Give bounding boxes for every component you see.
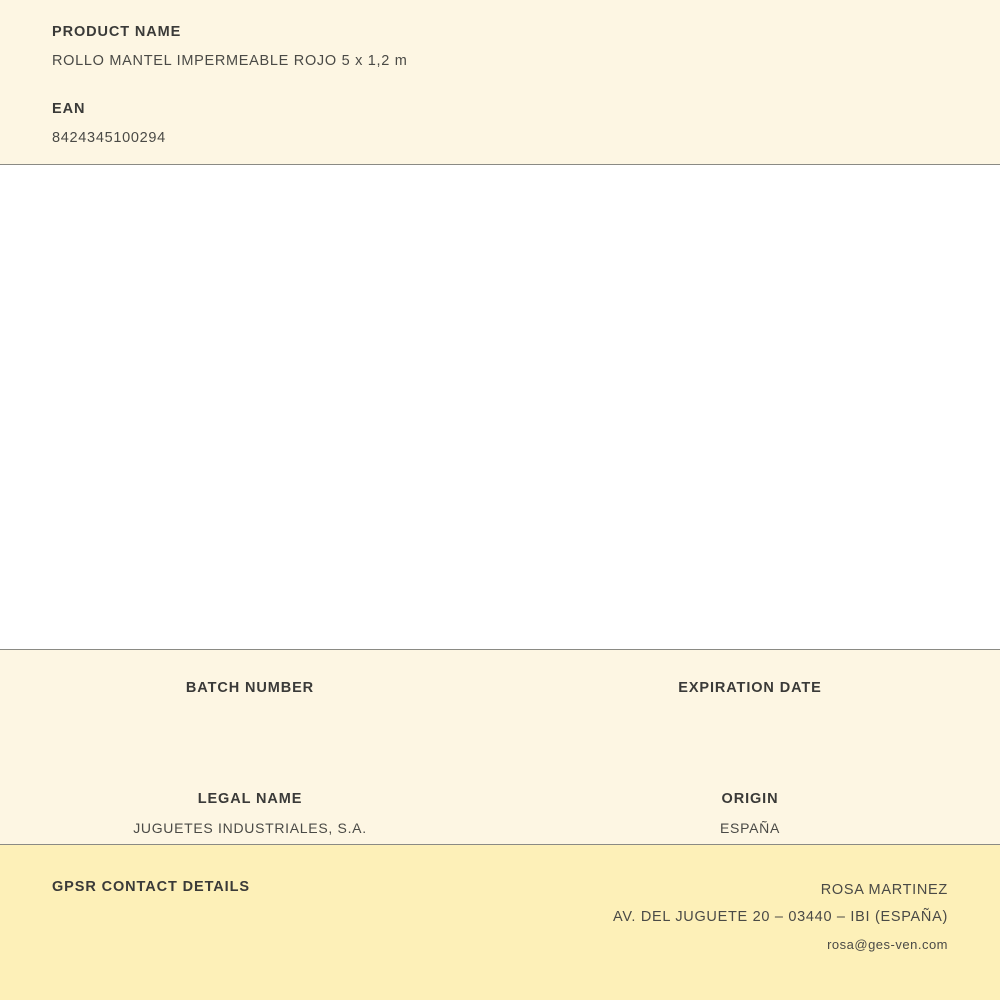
gpsr-contact-details-label: GPSR CONTACT DETAILS bbox=[52, 879, 250, 895]
batch-number-cell bbox=[0, 678, 500, 727]
legal-name-value: JUGUETES INDUSTRIALES, S.A. bbox=[133, 820, 367, 836]
expiration-date-cell bbox=[500, 678, 1000, 727]
gpsr-contact-block bbox=[613, 877, 948, 958]
origin-cell bbox=[500, 789, 1000, 838]
ean-value: 8424345100294 bbox=[52, 130, 166, 146]
product-name-field bbox=[0, 22, 1000, 71]
ean-field bbox=[0, 99, 1000, 148]
batch-number-label: BATCH NUMBER bbox=[185, 680, 315, 696]
gpsr-contact-name: ROSA MARTINEZ bbox=[820, 882, 948, 898]
legal-name-label: LEGAL NAME bbox=[197, 791, 303, 807]
expiration-date-value bbox=[500, 707, 1000, 727]
info-row-legal-origin bbox=[0, 789, 1000, 838]
product-header-section bbox=[0, 0, 1000, 165]
product-name-label: PRODUCT NAME bbox=[52, 24, 182, 40]
product-name-value: ROLLO MANTEL IMPERMEABLE ROJO 5 x 1,2 m bbox=[52, 53, 408, 69]
product-image-area bbox=[0, 165, 1000, 650]
expiration-date-label: EXPIRATION DATE bbox=[678, 680, 822, 696]
ean-label: EAN bbox=[52, 101, 86, 117]
gpsr-contact-address: AV. DEL JUGUETE 20 – 03440 – IBI (ESPAÑA) bbox=[613, 909, 948, 925]
info-row-batch-expiration bbox=[0, 678, 1000, 727]
origin-value: ESPAÑA bbox=[720, 820, 780, 836]
legal-name-cell bbox=[0, 789, 500, 838]
origin-label: ORIGIN bbox=[721, 791, 779, 807]
batch-number-value bbox=[0, 707, 500, 727]
gpsr-contact-email[interactable]: rosa@ges-ven.com bbox=[827, 937, 948, 952]
product-info-section bbox=[0, 650, 1000, 845]
gpsr-footer-section bbox=[0, 845, 1000, 1000]
